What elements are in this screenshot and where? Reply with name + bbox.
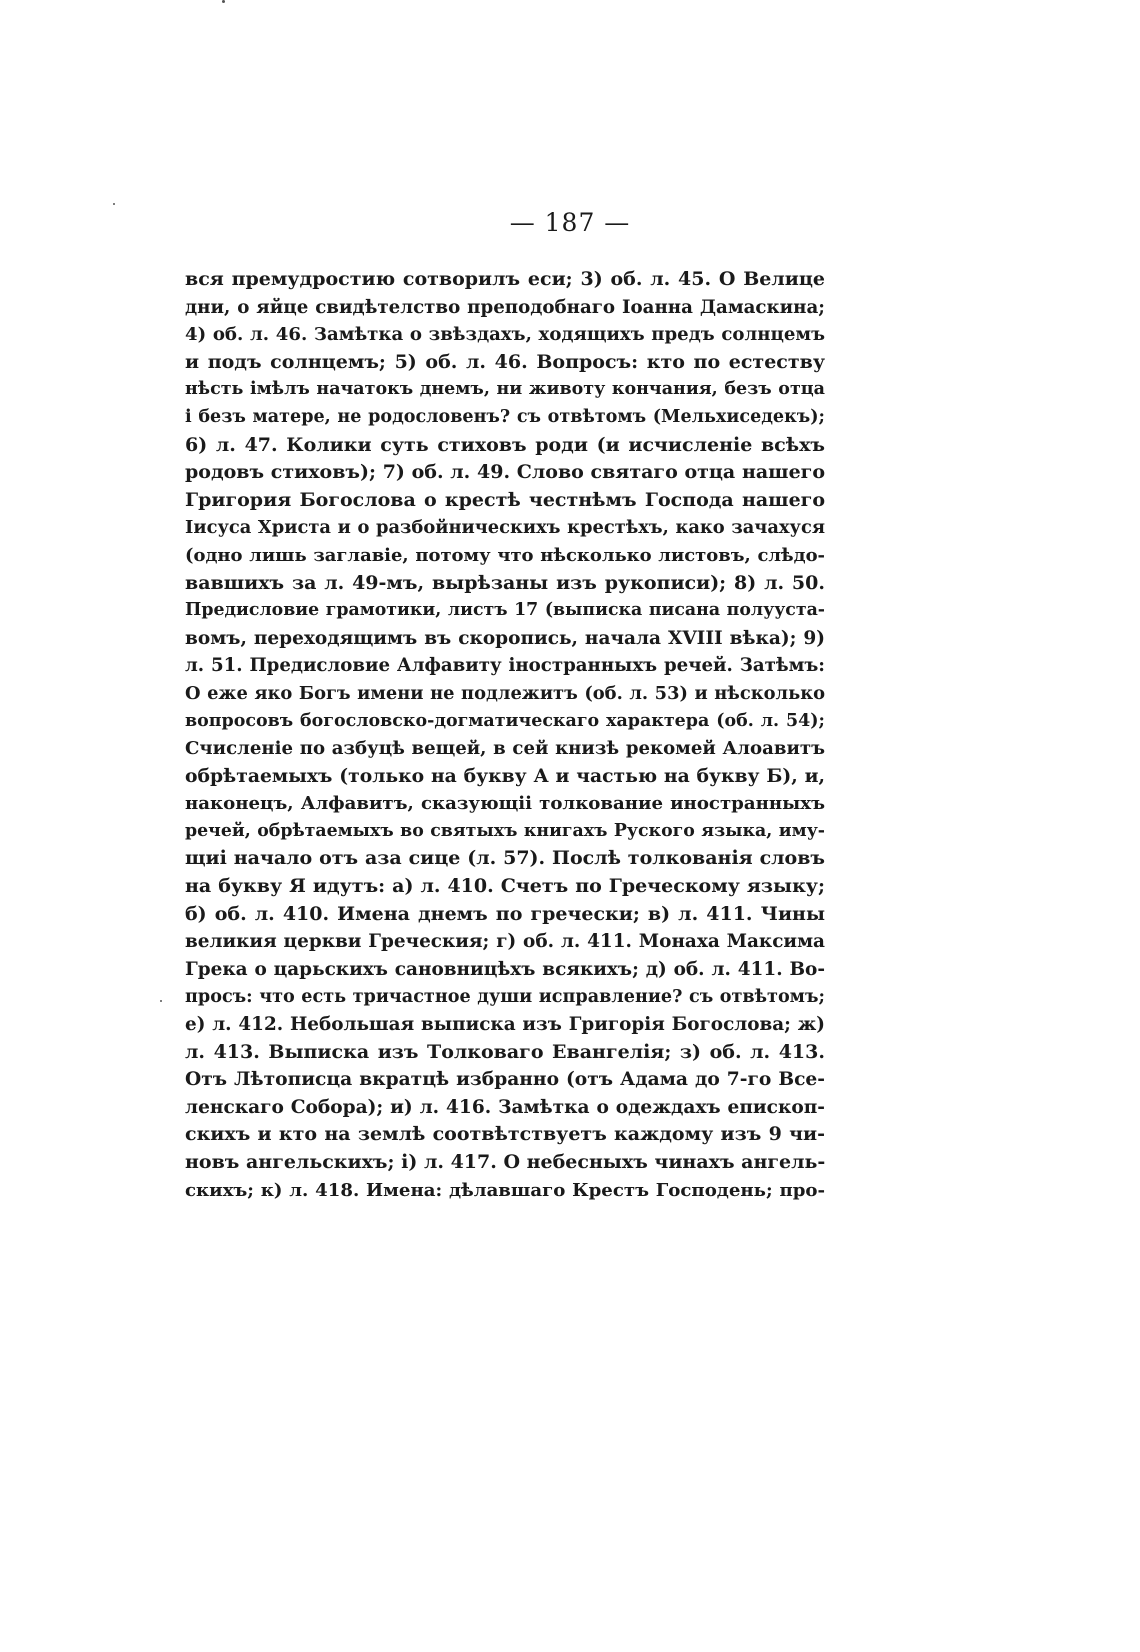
text-line: наконецъ, Алфавитъ, сказующіі толкование иностранныхъ	[185, 793, 825, 815]
text-line: вомъ, переходящимъ въ скоропись, начала XVIII вѣка); 9)	[185, 627, 825, 649]
text-line: ленскаго Собора); и) л. 416. Замѣтка о одеждахъ епископ-	[185, 1096, 825, 1118]
text-line: (одно лишь заглавіе, потому что нѣсколько листовъ, слѣдо-	[185, 544, 825, 566]
text-line: нѣсть імѣлъ начатокъ днемъ, ни животу кончания, безъ отца	[185, 379, 825, 400]
text-line: скихъ; к) л. 418. Имена: дѣлавшаго Крестъ Господень; про-	[185, 1179, 825, 1201]
text-line: щиі начало отъ аза сице (л. 57). Послѣ толкованія словъ	[185, 847, 825, 870]
text-line: і безъ матере, не родословенъ? съ отвѣтомъ (Мельхиседекъ);	[185, 406, 825, 427]
text-line: л. 51. Предисловие Алфавиту іностранныхъ речей. Затѣмъ:	[185, 655, 825, 677]
text-line: Грека о царьскихъ сановницѣхъ всякихъ; д) об. л. 411. Во-	[185, 958, 825, 980]
text-line: великия церкви Греческия; г) об. л. 411. Монаха Максима	[185, 931, 825, 953]
text-line: 6) л. 47. Колики суть стиховъ роди (и исчисленіе всѣхъ	[185, 433, 825, 456]
text-line: О еже яко Богъ имени не подлежитъ (об. л. 53) и нѣсколько	[185, 682, 825, 704]
scan-speck	[222, 0, 225, 3]
text-line: Іисуса Христа и о разбойническихъ крестѣхъ, како зачахуся	[185, 517, 825, 539]
text-line: 4) об. л. 46. Замѣтка о звѣздахъ, ходящихъ предъ солнцемъ	[185, 324, 825, 346]
scan-speck	[160, 1000, 162, 1002]
text-line: Счисленіе по азбуцѣ вещей, в сей книзѣ рекомей Алоавитъ	[185, 738, 825, 760]
text-line: на букву Я идутъ: а) л. 410. Счетъ по Греческому языку;	[185, 875, 825, 898]
page-number: — 187 —	[509, 208, 631, 237]
text-line: родовъ стиховъ); 7) об. л. 49. Слово святаго отца нашего	[185, 461, 825, 484]
text-line: Предисловие грамотики, листъ 17 (выписка писана полууста-	[185, 600, 825, 621]
text-line: и подъ солнцемъ; 5) об. л. 46. Вопросъ: кто по естеству	[185, 350, 825, 373]
text-line: речей, обрѣтаемыхъ во святыхъ книгахъ Руского языка, иму-	[185, 820, 825, 841]
text-line: Григория Богослова о крестѣ честнѣмъ Господа нашего	[185, 488, 825, 511]
text-line: вавшихъ за л. 49-мъ, вырѣзаны изъ рукописи); 8) л. 50.	[185, 571, 825, 594]
text-line: скихъ и кто на землѣ соотвѣтствуетъ каждому изъ 9 чи-	[185, 1123, 825, 1146]
body-text	[185, 266, 825, 1204]
text-line: б) об. л. 410. Имена днемъ по гречески; в) л. 411. Чины	[185, 902, 825, 925]
text-line: Отъ Лѣтописца вкратцѣ избранно (отъ Адама до 7-го Все-	[185, 1068, 825, 1091]
text-line: вся премудростию сотворилъ еси; 3) об. л. 45. О Велице	[185, 268, 825, 290]
text-line: новъ ангельскихъ; і) л. 417. О небесныхъ чинахъ ангель-	[185, 1151, 825, 1173]
text-line: просъ: что есть тричастное души исправление? съ отвѣтомъ;	[185, 986, 825, 1008]
scan-speck	[113, 203, 115, 205]
text-line: обрѣтаемыхъ (только на букву А и частью на букву Б), и,	[185, 764, 825, 787]
text-line: дни, о яйце свидѣтелство преподобнаго Іоанна Дамаскина;	[185, 296, 825, 318]
text-line: вопросовъ богословско-догматическаго характера (об. л. 54);	[185, 710, 825, 731]
text-line: е) л. 412. Небольшая выписка изъ Григорія Богослова; ж)	[185, 1014, 825, 1036]
text-line: л. 413. Выписка изъ Толковаго Евангелія; з) об. л. 413.	[185, 1040, 825, 1063]
